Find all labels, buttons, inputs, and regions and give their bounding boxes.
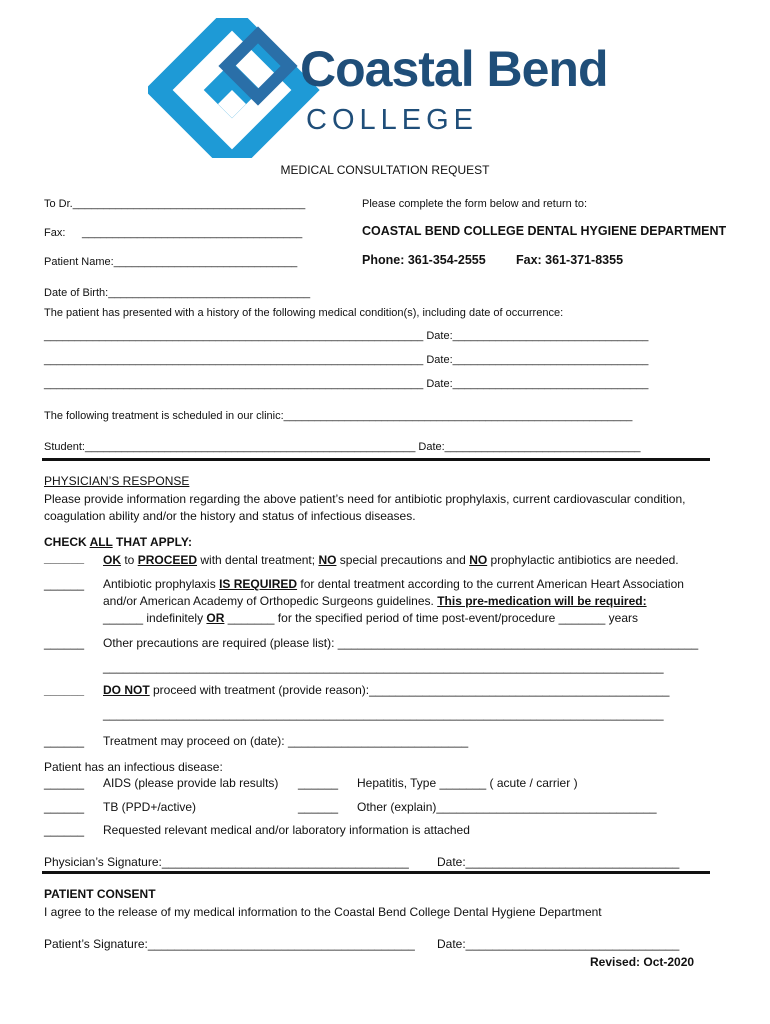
physician-date-field[interactable]: Date:________________________________ (437, 855, 680, 869)
no-word: NO (318, 553, 337, 567)
form-title: MEDICAL CONSULTATION REQUEST (280, 163, 490, 177)
to-word: to (121, 553, 138, 567)
check-all-heading (44, 535, 192, 549)
hepatitis-checkbox[interactable]: ______ (298, 776, 339, 790)
aids-checkbox[interactable]: ______ (44, 776, 85, 790)
attached-label: Requested relevant medical and/or laboratory information is attached (103, 823, 470, 837)
physician-intro: Please provide information regarding the above patient’s need for antibiotic prophylaxis, current cardiovascular condition, (44, 492, 686, 506)
guidelines-text: and/or American Academy of Orthopedic Surgeons guidelines. (103, 594, 438, 608)
option-ok-text (103, 553, 679, 567)
option-do-not-proceed-field[interactable] (103, 683, 669, 697)
option-do-not-proceed-checkbox[interactable]: ______ (44, 683, 85, 697)
college-logo (148, 18, 628, 158)
infectious-heading: Patient has an infectious disease: (44, 760, 223, 774)
tb-label: TB (PPD+/active) (103, 800, 197, 814)
consent-heading: PATIENT CONSENT (44, 887, 156, 901)
fax-label: Fax: (44, 227, 66, 239)
attached-checkbox[interactable]: ______ (44, 823, 85, 837)
section-divider (42, 458, 710, 461)
do-not-proceed-line[interactable]: ____________________________________________________________________________________ (103, 707, 664, 721)
other-disease-field[interactable]: Other (explain)_________________________________ (357, 800, 657, 814)
revised-date: Revised: Oct-2020 (590, 955, 695, 969)
do-not-reason: proceed with treatment (provide reason):_____________________________________________ (149, 683, 670, 697)
physician-signature-field[interactable]: Physician’s Signature:_____________________________________ (44, 855, 409, 869)
proceed-date-field[interactable]: Treatment may proceed on (date): ___________________________ (103, 734, 469, 748)
proceed-word: PROCEED (137, 553, 198, 567)
period-text: _______ for the specified period of time post-event/procedure _______ years (224, 611, 639, 625)
fax-field[interactable]: ____________________________________ (82, 227, 303, 239)
is-required-word: IS REQUIRED (219, 577, 298, 591)
prophylaxis-pre: Antibiotic prophylaxis (103, 577, 220, 591)
prophylaxis-post: for dental treatment according to the current American Heart Association (297, 577, 684, 591)
condition-line[interactable]: ______________________________________________________________ Date:________________________________ (44, 378, 649, 390)
patient-name-field[interactable]: Patient Name:______________________________ (44, 256, 298, 268)
option-ok-end: prophylactic antibiotics are needed. (487, 553, 679, 567)
department-fax: Fax: 361-371-8355 (516, 253, 624, 267)
logo-name-line2: COLLEGE (306, 104, 478, 136)
option-prophylaxis-text (103, 577, 684, 591)
check-all-word: ALL (89, 535, 113, 549)
other-precautions-line[interactable]: ____________________________________________________________________________________ (103, 660, 664, 674)
condition-line[interactable]: ______________________________________________________________ Date:________________________________ (44, 330, 649, 342)
option-ok-checkbox[interactable]: ______ (44, 551, 85, 565)
history-prompt: The patient has presented with a history of the following medical condition(s), including date of occurrence: (44, 307, 564, 319)
indefinitely-text: ______ indefinitely (103, 611, 207, 625)
patient-signature-field[interactable]: Patient’s Signature:________________________________________ (44, 937, 415, 951)
to-dr-field[interactable]: To Dr.______________________________________ (44, 198, 306, 210)
dob-field[interactable]: Date of Birth:_________________________________ (44, 287, 311, 299)
check-prefix: CHECK (44, 535, 90, 549)
physician-intro-cont: coagulation ability and/or the history and status of infectious diseases. (44, 509, 416, 523)
consent-text: I agree to the release of my medical information to the Coastal Bend College Dental Hygiene Department (44, 905, 602, 919)
option-prophylaxis-line2 (103, 594, 647, 608)
department-phone: Phone: 361-354-2555 (362, 253, 486, 267)
section-divider (42, 871, 710, 874)
or-word: OR (206, 611, 225, 625)
option-other-precautions-checkbox[interactable]: ______ (44, 636, 85, 650)
option-other-precautions-field[interactable]: Other precautions are required (please list): ______________________________________________________ (103, 636, 699, 650)
other-disease-checkbox[interactable]: ______ (298, 800, 339, 814)
no-word-2: NO (469, 553, 488, 567)
return-note: Please complete the form below and return to: (362, 198, 588, 210)
tb-checkbox[interactable]: ______ (44, 800, 85, 814)
check-suffix: THAT APPLY: (112, 535, 193, 549)
treatment-field[interactable]: The following treatment is scheduled in our clinic:_________________________________________________________ (44, 410, 633, 422)
option-proceed-date-checkbox[interactable]: ______ (44, 734, 85, 748)
student-field[interactable]: Student:______________________________________________________ Date:________________________________ (44, 441, 641, 453)
department-name: COASTAL BEND COLLEGE DENTAL HYGIENE DEPARTMENT (362, 224, 727, 238)
hepatitis-field[interactable]: Hepatitis, Type _______ ( acute / carrier ) (357, 776, 578, 790)
physician-heading: PHYSICIAN’S RESPONSE (44, 474, 190, 488)
option-prophylaxis-line3[interactable] (103, 611, 638, 625)
ok-word: OK (103, 553, 121, 567)
option-ok-mid2: special precautions and (336, 553, 470, 567)
condition-line[interactable]: ______________________________________________________________ Date:________________________________ (44, 354, 649, 366)
premedication-required: This pre-medication will be required: (437, 594, 647, 608)
logo-name-line1: Coastal Bend (300, 41, 608, 97)
option-prophylaxis-checkbox[interactable]: ______ (44, 577, 85, 591)
patient-date-field[interactable]: Date:________________________________ (437, 937, 680, 951)
option-ok-mid: with dental treatment; (197, 553, 319, 567)
aids-label: AIDS (please provide lab results) (103, 776, 279, 790)
do-not-word: DO NOT (103, 683, 150, 697)
